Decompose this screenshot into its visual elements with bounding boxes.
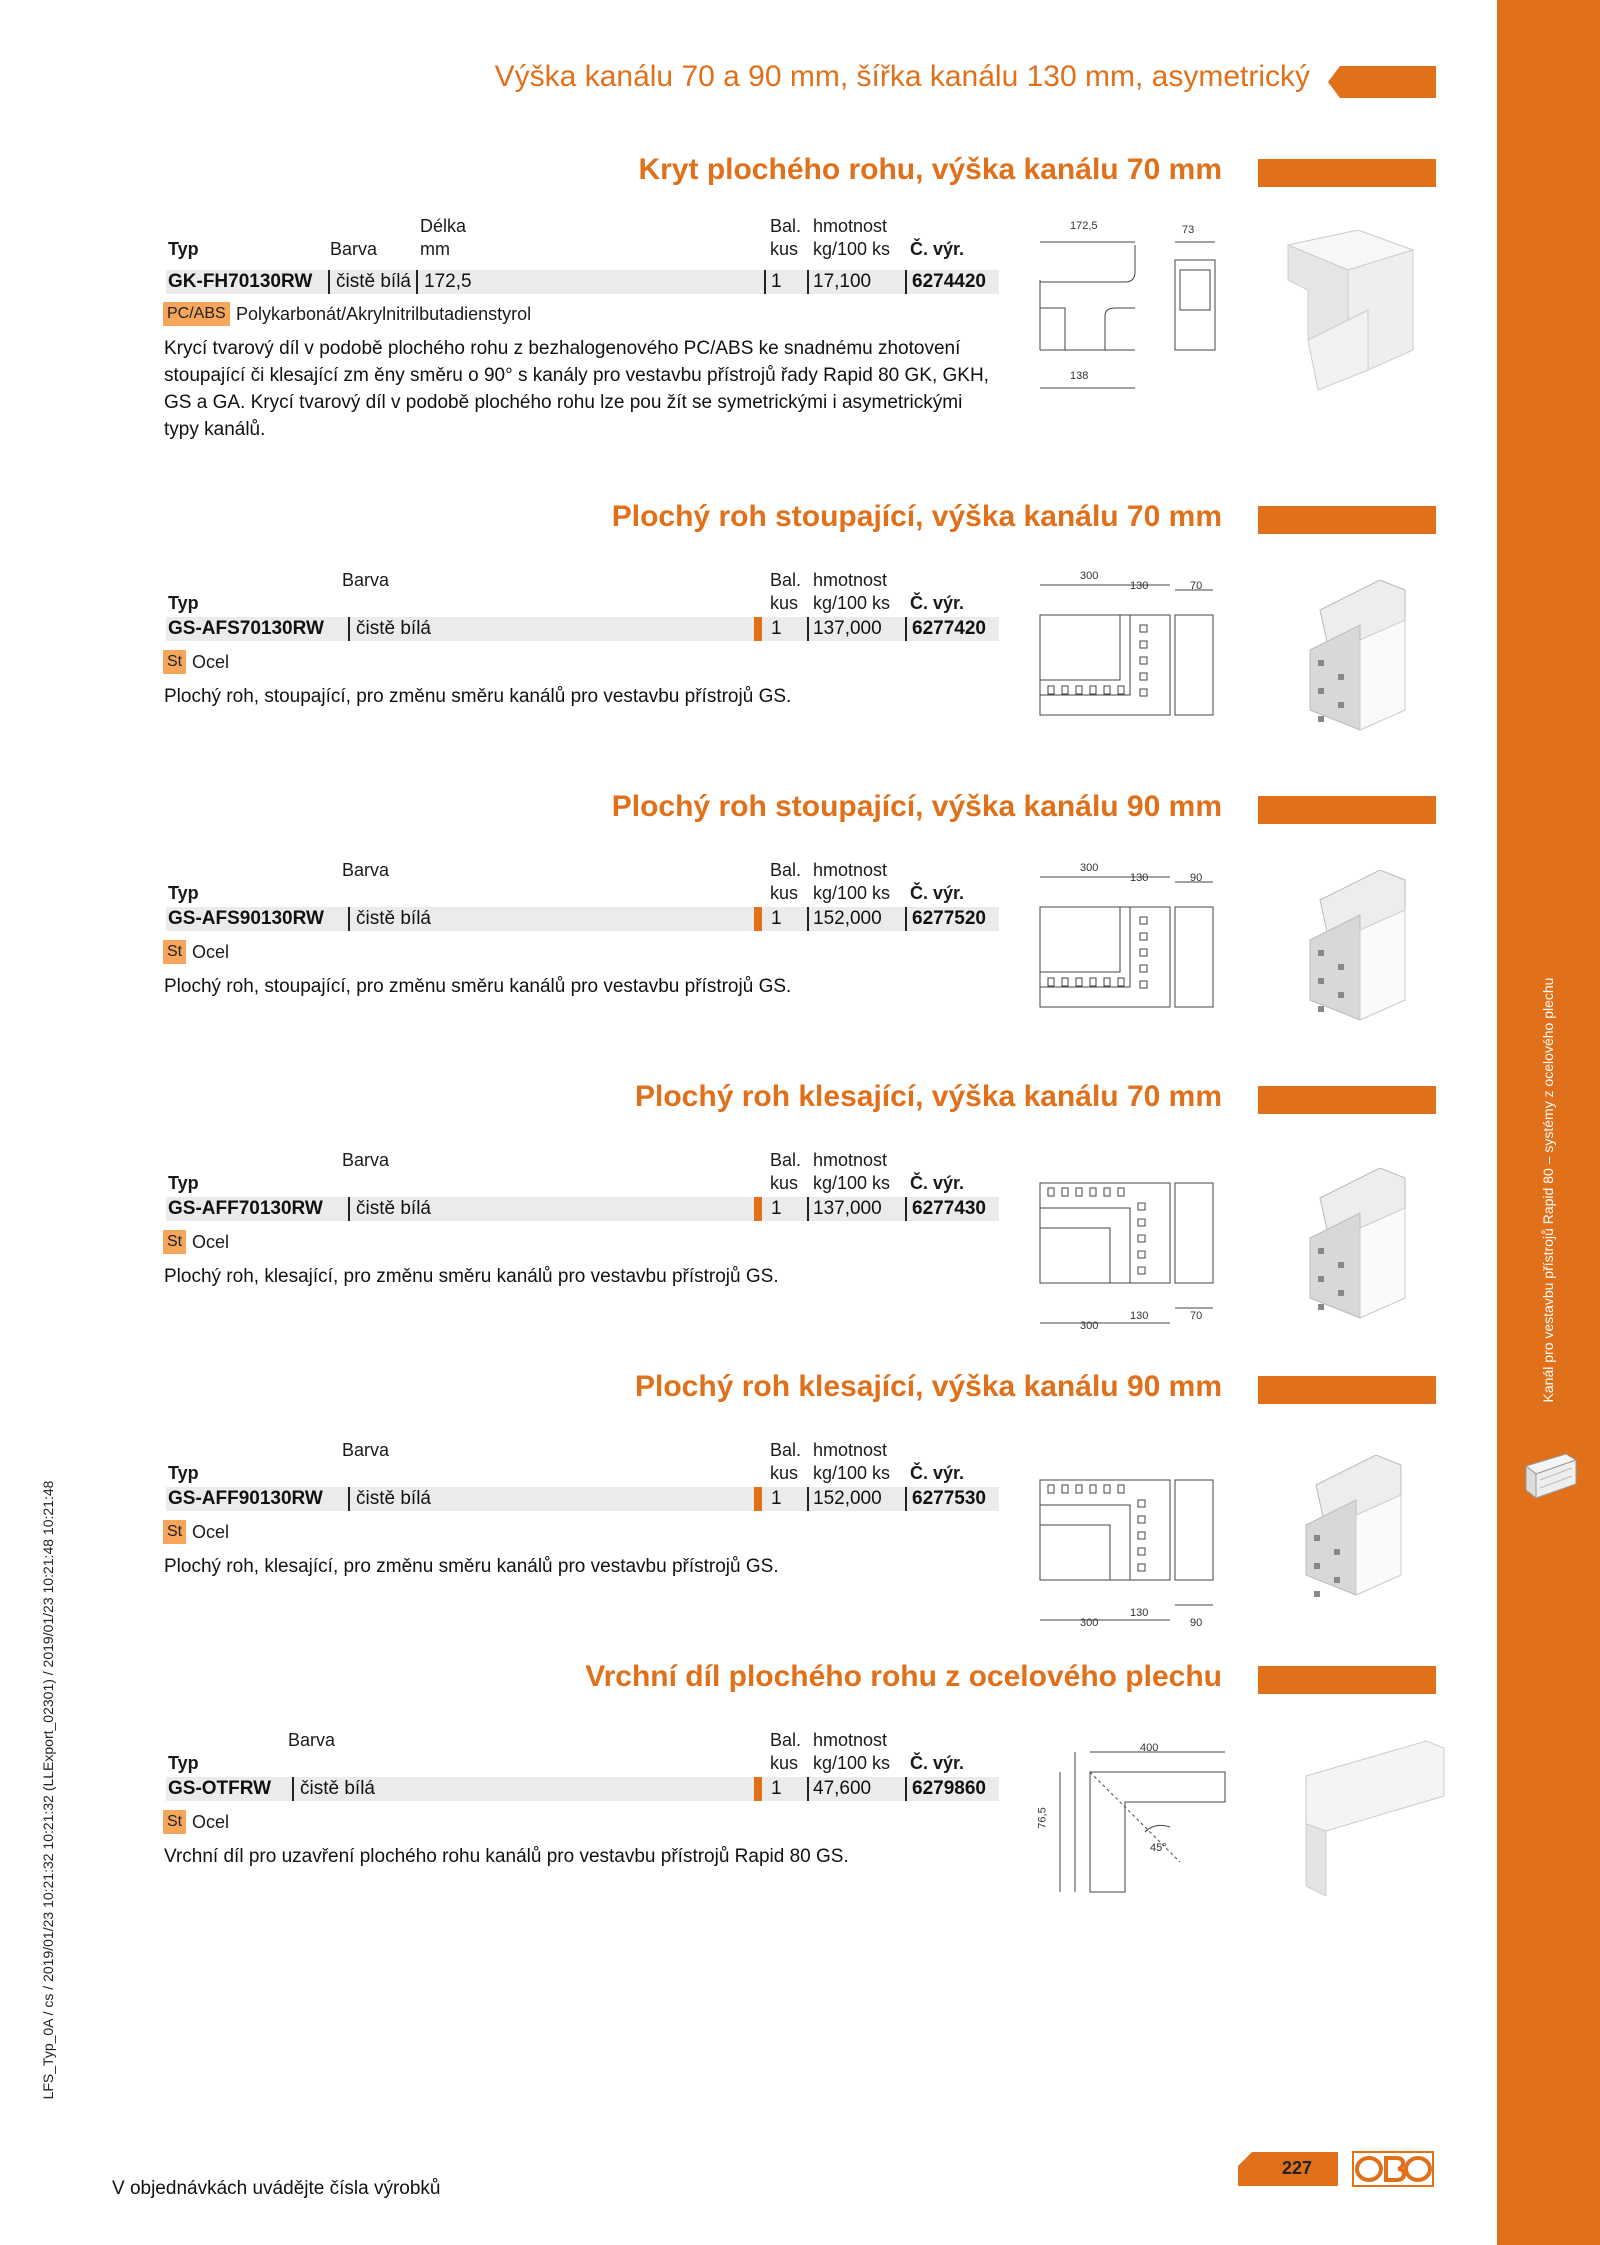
- product-color: čistě bílá: [356, 908, 431, 929]
- product-package: 1: [771, 1198, 782, 1219]
- material-name: Ocel: [192, 942, 230, 962]
- product-number: 6274420: [912, 271, 986, 292]
- material-tag: PC/ABS: [163, 302, 230, 326]
- header-cvyr: Č. výr.: [910, 1173, 965, 1193]
- header-kg: kg/100 ks: [813, 1173, 891, 1193]
- channel-icon: [1520, 1448, 1580, 1504]
- material-name: Ocel: [192, 652, 230, 672]
- header-cvyr: Č. výr.: [910, 1463, 965, 1483]
- header-cvyr: Č. výr.: [910, 593, 965, 613]
- material-name: Ocel: [192, 1232, 230, 1252]
- column-separator: [905, 617, 907, 641]
- product-description: Plochý roh, klesající, pro změnu směru kanálů pro vestavbu přístrojů GS.: [164, 1266, 779, 1287]
- dimension-label: 300: [1080, 1320, 1099, 1332]
- section-title: Vrchní díl plochého rohu z ocelového plechu: [585, 1660, 1222, 1693]
- header-typ: Typ: [168, 1173, 199, 1193]
- material-tag: St: [163, 1230, 186, 1254]
- header-typ: Typ: [168, 883, 199, 903]
- technical-drawing: [1030, 1148, 1220, 1333]
- column-separator: [292, 1777, 294, 1801]
- column-separator: [905, 1197, 907, 1221]
- header-bal: Bal.: [770, 1730, 802, 1750]
- page-title: Výška kanálu 70 a 90 mm, šířka kanálu 130 mm, asymetrický: [494, 60, 1310, 93]
- product-photo: [1300, 1168, 1410, 1328]
- header-kg: kg/100 ks: [813, 593, 891, 613]
- column-separator: [328, 270, 330, 294]
- column-separator: [905, 1487, 907, 1511]
- product-length: 172,5: [424, 271, 472, 292]
- product-color: čistě bílá: [356, 1488, 431, 1509]
- product-photo: [1300, 870, 1410, 1030]
- header-mm: mm: [420, 239, 450, 259]
- header-kus: kus: [770, 1173, 799, 1193]
- column-separator: [807, 270, 809, 294]
- product-description: Plochý roh, klesající, pro změnu směru kanálů pro vestavbu přístrojů GS.: [164, 1556, 779, 1577]
- product-package: 1: [771, 1488, 782, 1509]
- material-name: Ocel: [192, 1812, 230, 1832]
- footer-note: V objednávkách uvádějte čísla výrobků: [112, 2178, 441, 2199]
- technical-drawing: [1030, 570, 1220, 755]
- header-kus: kus: [770, 1753, 799, 1773]
- column-separator-accent: [754, 1487, 762, 1511]
- header-delka: Délka: [420, 216, 467, 236]
- column-separator: [807, 617, 809, 641]
- header-kus: kus: [770, 593, 799, 613]
- column-separator: [905, 270, 907, 294]
- product-weight: 137,000: [813, 618, 882, 639]
- section-accent-bar: [1258, 1086, 1436, 1114]
- header-kg: kg/100 ks: [813, 239, 891, 259]
- dimension-label: 70: [1190, 580, 1203, 592]
- header-bal: Bal.: [770, 1440, 802, 1460]
- column-separator: [764, 270, 766, 294]
- product-weight: 17,100: [813, 271, 872, 292]
- dimension-label: 400: [1140, 1742, 1159, 1754]
- column-separator: [905, 907, 907, 931]
- dimension-label: 73: [1182, 224, 1195, 236]
- product-package: 1: [771, 271, 782, 292]
- dimension-label: 130: [1130, 872, 1149, 884]
- section-accent-bar: [1258, 159, 1436, 187]
- material-tag: St: [163, 1520, 186, 1544]
- dimension-label: 138: [1070, 370, 1089, 382]
- product-color: čistě bílá: [300, 1778, 375, 1799]
- header-kus: kus: [770, 239, 799, 259]
- section-title: Kryt plochého rohu, výška kanálu 70 mm: [638, 153, 1222, 186]
- header-typ: Typ: [168, 593, 199, 613]
- technical-drawing: [1030, 220, 1220, 400]
- header-typ: Typ: [168, 1463, 199, 1483]
- column-separator: [807, 1487, 809, 1511]
- product-number: 6277530: [912, 1488, 986, 1509]
- section-accent-bar: [1258, 506, 1436, 534]
- dimension-label: 300: [1080, 570, 1099, 582]
- header-barva: Barva: [342, 570, 390, 590]
- section-accent-bar: [1258, 1376, 1436, 1404]
- product-type: GK-FH70130RW: [168, 271, 313, 292]
- dimension-label: 70: [1190, 1310, 1203, 1322]
- dimension-label: 90: [1190, 872, 1203, 884]
- header-hmotnost: hmotnost: [813, 1730, 888, 1750]
- header-barva: Barva: [330, 239, 378, 259]
- column-separator: [807, 907, 809, 931]
- header-bal: Bal.: [770, 1150, 802, 1170]
- dimension-label: 45°: [1150, 1842, 1167, 1854]
- dimension-label: 300: [1080, 862, 1099, 874]
- product-type: GS-AFF90130RW: [168, 1488, 323, 1509]
- technical-drawing: [1030, 1742, 1230, 1902]
- header-bal: Bal.: [770, 216, 802, 236]
- technical-drawing: [1030, 862, 1220, 1047]
- product-color: čistě bílá: [356, 1198, 431, 1219]
- dimension-label: 130: [1130, 1310, 1149, 1322]
- product-type: GS-AFS70130RW: [168, 618, 324, 639]
- column-separator: [807, 1197, 809, 1221]
- table-row-background: [166, 1777, 999, 1801]
- column-separator: [348, 907, 350, 931]
- header-cvyr: Č. výr.: [910, 883, 965, 903]
- product-weight: 137,000: [813, 1198, 882, 1219]
- product-number: 6279860: [912, 1778, 986, 1799]
- product-type: GS-OTFRW: [168, 1778, 272, 1799]
- product-photo: [1300, 580, 1410, 740]
- header-barva: Barva: [342, 1150, 390, 1170]
- product-photo: [1278, 230, 1418, 400]
- dimension-label: 76,5: [1036, 1807, 1049, 1829]
- header-typ: Typ: [168, 1753, 199, 1773]
- header-hmotnost: hmotnost: [813, 1150, 888, 1170]
- product-description: Krycí tvarový díl v podobě plochého rohu z bezhalogenového PC/ABS ke snadnému zhotovení stoupající či klesající zm ěny směru o 90° s kanály pro vestavbu přístrojů řady Rapid 80 GK, GKH, GS a GA. Krycí tvarový díl v podobě plochého rohu lze pou žít se symetrickými i asymetrickými typy kanálů.: [164, 338, 989, 440]
- product-type: GS-AFS90130RW: [168, 908, 324, 929]
- header-kg: kg/100 ks: [813, 883, 891, 903]
- dimension-label: 130: [1130, 580, 1149, 592]
- material-name: Ocel: [192, 1522, 230, 1542]
- sidebar-text: Kanál pro vestavbu přístrojů Rapid 80 – systémy z ocelového plechu: [1540, 977, 1556, 1403]
- product-color: čistě bílá: [356, 618, 431, 639]
- product-weight: 152,000: [813, 908, 882, 929]
- product-description: Plochý roh, stoupající, pro změnu směru kanálů pro vestavbu přístrojů GS.: [164, 686, 792, 707]
- product-number: 6277520: [912, 908, 986, 929]
- column-separator: [905, 1777, 907, 1801]
- material-tag: St: [163, 940, 186, 964]
- header-cvyr: Č. výr.: [910, 239, 965, 259]
- column-separator-accent: [754, 1197, 762, 1221]
- header-hmotnost: hmotnost: [813, 1440, 888, 1460]
- document-code: LFS_Typ_0A / cs / 2019/01/23 10:21:32 10:21:32 (LLExport_02301) / 2019/01/23 10:21:48 10:21:48: [40, 1480, 56, 2100]
- product-weight: 47,600: [813, 1778, 872, 1799]
- product-photo: [1296, 1736, 1446, 1896]
- column-separator-accent: [754, 617, 762, 641]
- column-separator: [348, 1197, 350, 1221]
- product-color: čistě bílá: [336, 271, 411, 292]
- column-separator: [348, 1487, 350, 1511]
- header-bal: Bal.: [770, 860, 802, 880]
- section-title: Plochý roh stoupající, výška kanálu 70 mm: [611, 500, 1222, 533]
- product-package: 1: [771, 908, 782, 929]
- header-bal: Bal.: [770, 570, 802, 590]
- header-kus: kus: [770, 883, 799, 903]
- page-number: 227: [1282, 2158, 1313, 2178]
- product-package: 1: [771, 1778, 782, 1799]
- header-kg: kg/100 ks: [813, 1463, 891, 1483]
- product-description: Vrchní díl pro uzavření plochého rohu kanálů pro vestavbu přístrojů Rapid 80 GS.: [164, 1846, 849, 1867]
- technical-drawing: [1030, 1445, 1220, 1630]
- dimension-label: 172,5: [1070, 220, 1098, 232]
- header-barva: Barva: [288, 1730, 336, 1750]
- section-title: Plochý roh stoupající, výška kanálu 90 mm: [611, 790, 1222, 823]
- section-title: Plochý roh klesající, výška kanálu 70 mm: [635, 1080, 1222, 1113]
- dimension-label: 300: [1080, 1617, 1099, 1629]
- material-tag: St: [163, 650, 186, 674]
- section-title: Plochý roh klesající, výška kanálu 90 mm: [635, 1370, 1222, 1403]
- column-separator: [348, 617, 350, 641]
- product-description: Plochý roh, stoupající, pro změnu směru kanálů pro vestavbu přístrojů GS.: [164, 976, 792, 997]
- header-cvyr: Č. výr.: [910, 1753, 965, 1773]
- material-tag: St: [163, 1810, 186, 1834]
- section-accent-bar: [1258, 1666, 1436, 1694]
- product-photo: [1296, 1455, 1411, 1605]
- title-accent-bar: [1328, 66, 1436, 98]
- header-hmotnost: hmotnost: [813, 216, 888, 236]
- column-separator: [416, 270, 418, 294]
- header-kg: kg/100 ks: [813, 1753, 891, 1773]
- section-accent-bar: [1258, 796, 1436, 824]
- header-kus: kus: [770, 1463, 799, 1483]
- product-package: 1: [771, 618, 782, 639]
- product-number: 6277420: [912, 618, 986, 639]
- column-separator: [807, 1777, 809, 1801]
- header-barva: Barva: [342, 1440, 390, 1460]
- dimension-label: 90: [1190, 1617, 1203, 1629]
- header-hmotnost: hmotnost: [813, 860, 888, 880]
- column-separator-accent: [754, 1777, 762, 1801]
- header-barva: Barva: [342, 860, 390, 880]
- material-name: Polykarbonát/Akrylnitrilbutadienstyrol: [236, 304, 532, 324]
- header-hmotnost: hmotnost: [813, 570, 888, 590]
- obo-logo: [1352, 2150, 1434, 2188]
- product-weight: 152,000: [813, 1488, 882, 1509]
- product-number: 6277430: [912, 1198, 986, 1219]
- header-typ: Typ: [168, 239, 199, 259]
- dimension-label: 130: [1130, 1607, 1149, 1619]
- product-type: GS-AFF70130RW: [168, 1198, 323, 1219]
- column-separator-accent: [754, 907, 762, 931]
